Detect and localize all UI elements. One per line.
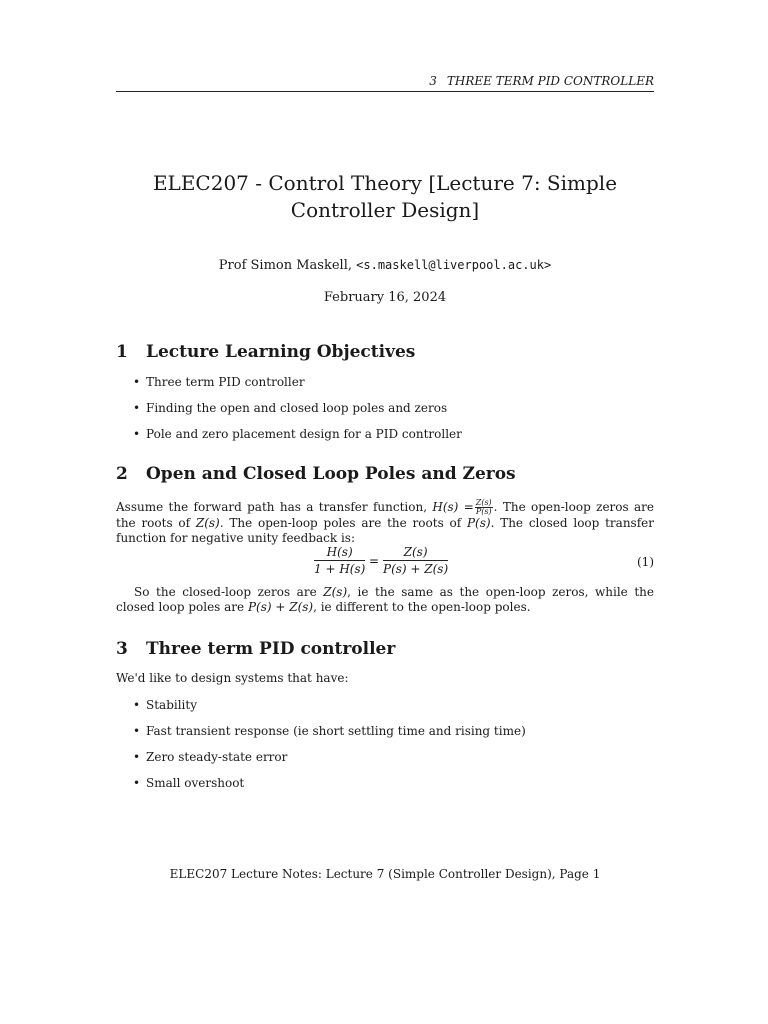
author-email: <s.maskell@liverpool.ac.uk> <box>356 258 552 272</box>
section-3-intro: We'd like to design systems that have: <box>116 671 349 685</box>
list-item: • Fast transient response (ie short settling time and rising time) <box>133 724 526 738</box>
equation-lhs-fraction: $\frac{H(s)}{1 + H(s)}$ <box>314 545 366 576</box>
running-header <box>116 72 654 92</box>
equation-equals: = <box>369 554 380 568</box>
section-3-heading <box>116 638 654 660</box>
list-item: • Pole and zero placement design for a PID controller <box>133 427 462 441</box>
section-2-paragraph-2: So the closed-loop zeros are Z(s), ie the same as the open-loop zeros, while the closed loop poles are P(s) + Z(s), ie different to the open-loop poles. <box>116 585 655 614</box>
equation-number: (1) <box>637 555 654 569</box>
author-name: Prof Simon Maskell, <box>218 258 352 273</box>
running-header-section-number: 3 <box>429 74 437 88</box>
section-2-paragraph-1: Assume the forward path has a transfer function, H(s) = $\frac{Z(s)}{P(s)}$. The open-loop zeros are the roots of Z(s). The open-loop poles are the roots of P(s). The closed loop transfer function for negative unity feedback is: <box>116 498 654 545</box>
running-header-section-title: THREE TERM PID CONTROLLER <box>446 74 654 88</box>
list-item: • Stability <box>133 698 197 712</box>
bullet-icon: • <box>133 375 141 389</box>
bullet-icon: • <box>133 776 141 790</box>
bullet-icon: • <box>133 750 141 764</box>
author-line <box>116 257 654 274</box>
bullet-icon: • <box>133 698 141 712</box>
section-2-heading <box>116 463 654 485</box>
section-number: 3 <box>116 639 128 659</box>
list-item: • Three term PID controller <box>133 375 305 389</box>
section-title: Open and Closed Loop Poles and Zeros <box>146 464 516 484</box>
list-item: • Small overshoot <box>133 776 245 790</box>
list-item: • Finding the open and closed loop poles and zeros <box>133 401 448 415</box>
document-date: February 16, 2024 <box>323 290 447 305</box>
bullet-icon: • <box>133 724 141 738</box>
inline-fraction: $\frac{Z(s)}{P(s)}$ <box>475 498 492 516</box>
section-1-heading <box>116 341 654 363</box>
page-footer: ELEC207 Lecture Notes: Lecture 7 (Simple Controller Design), Page 1 <box>169 867 601 881</box>
document-title: ELEC207 - Control Theory [Lecture 7: Simple Controller Design] <box>152 171 618 222</box>
equation-1 <box>116 545 654 581</box>
section-title: Lecture Learning Objectives <box>146 342 416 362</box>
bullet-icon: • <box>133 427 141 441</box>
list-item: • Zero steady-state error <box>133 750 288 764</box>
section-title: Three term PID controller <box>146 639 396 659</box>
section-number: 1 <box>116 342 128 362</box>
bullet-icon: • <box>133 401 141 415</box>
section-number: 2 <box>116 464 128 484</box>
equation-rhs-fraction: $\frac{Z(s)}{P(s) + Z(s)}$ <box>383 545 449 576</box>
